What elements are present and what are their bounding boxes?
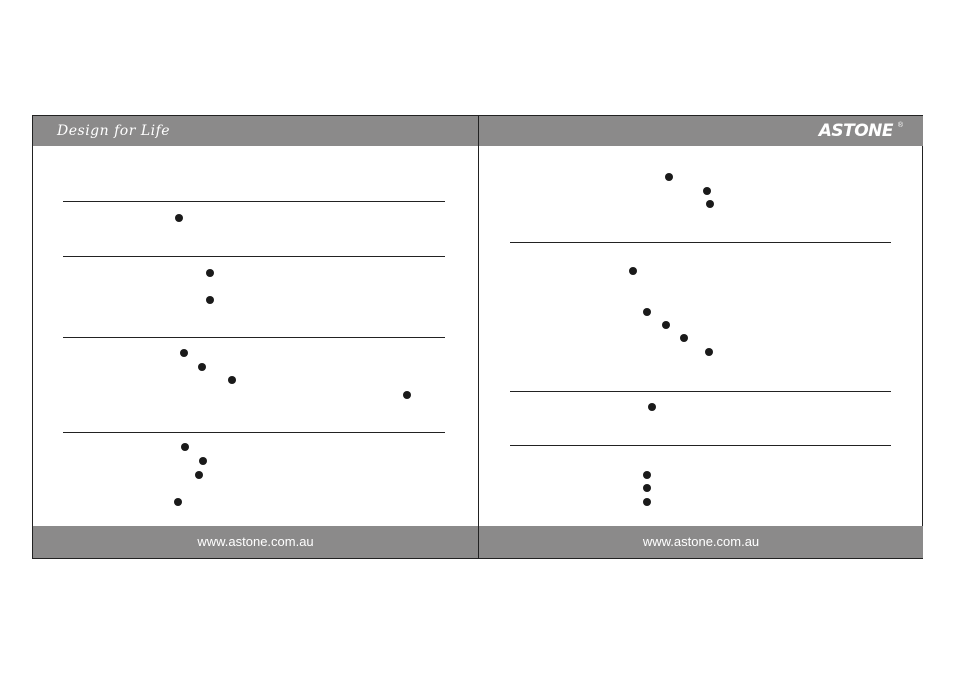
- bullet-icon: [648, 403, 656, 411]
- left-footer-band: [33, 526, 478, 558]
- right-footer-band: [479, 526, 923, 558]
- section-rule: [510, 391, 891, 392]
- bullet-icon: [403, 391, 411, 399]
- right-header-band: [479, 116, 923, 146]
- section-rule: [510, 242, 891, 243]
- bullet-icon: [175, 214, 183, 222]
- page-divider: [478, 116, 479, 558]
- bullet-icon: [703, 187, 711, 195]
- bullet-icon: [643, 308, 651, 316]
- section-rule: [63, 201, 445, 202]
- website-url: www.astone.com.au: [197, 534, 314, 549]
- bullet-icon: [228, 376, 236, 384]
- left-header-band: [33, 116, 478, 146]
- website-url: www.astone.com.au: [642, 534, 760, 549]
- bullet-icon: [706, 200, 714, 208]
- bullet-icon: [680, 334, 688, 342]
- manual-spread: [32, 115, 923, 559]
- bullet-icon: [195, 471, 203, 479]
- bullet-icon: [705, 348, 713, 356]
- tagline: Design for Life: [57, 123, 171, 139]
- bullet-icon: [206, 296, 214, 304]
- bullet-icon: [629, 267, 637, 275]
- bullet-icon: [180, 349, 188, 357]
- section-rule: [510, 445, 891, 446]
- bullet-icon: [665, 173, 673, 181]
- registered-mark-icon: ®: [897, 122, 903, 129]
- bullet-icon: [643, 498, 651, 506]
- bullet-icon: [181, 443, 189, 451]
- brand-logo: ASTONE: [818, 121, 893, 141]
- bullet-icon: [198, 363, 206, 371]
- bullet-icon: [174, 498, 182, 506]
- bullet-icon: [643, 471, 651, 479]
- section-rule: [63, 256, 445, 257]
- bullet-icon: [662, 321, 670, 329]
- bullet-icon: [199, 457, 207, 465]
- section-rule: [63, 432, 445, 433]
- bullet-icon: [643, 484, 651, 492]
- bullet-icon: [206, 269, 214, 277]
- section-rule: [63, 337, 445, 338]
